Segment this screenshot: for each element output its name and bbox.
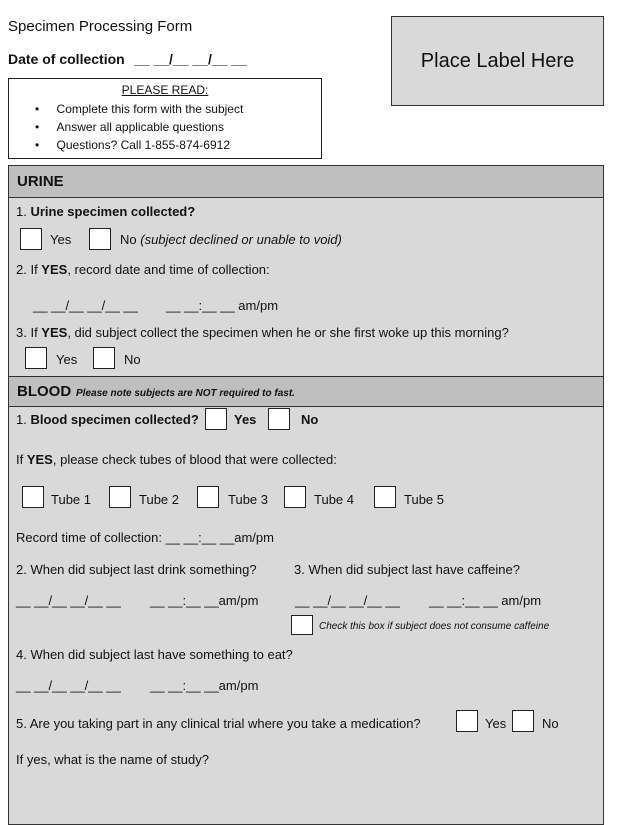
notice-heading: PLEASE READ:: [121, 83, 209, 97]
tube-3-label: Tube 3: [228, 492, 268, 507]
urine-q3-no-checkbox[interactable]: [93, 347, 115, 369]
urine-collection-time-field[interactable]: __ __:__ __ am/pm: [166, 298, 279, 313]
notice-item: Complete this form with the subject: [56, 102, 244, 116]
blood-section-header: [8, 376, 604, 407]
blood-q4: 4. When did subject last have something to eat?: [16, 647, 293, 662]
notice-box: [8, 78, 322, 159]
blood-yes-checkbox[interactable]: [205, 408, 227, 430]
urine-no-label: No (subject declined or unable to void): [120, 232, 342, 247]
date-of-collection-label: Date of collection: [8, 51, 125, 67]
blood-yes-label: Yes: [234, 412, 257, 427]
no-caffeine-note: Check this box if subject does not consume caffeine: [319, 621, 550, 632]
blood-q3: 3. When did subject last have caffeine?: [294, 562, 520, 577]
blood-q5: 5. Are you taking part in any clinical trial where you take a medication?: [16, 716, 421, 731]
notice-item: Questions? Call 1-855-874-6912: [56, 138, 230, 152]
clinical-trial-yes-checkbox[interactable]: [456, 710, 478, 732]
blood-no-checkbox[interactable]: [268, 408, 290, 430]
urine-q1: 1. Urine specimen collected?: [16, 204, 196, 219]
tube-5-checkbox[interactable]: [374, 486, 396, 508]
no-caffeine-checkbox[interactable]: [291, 615, 313, 635]
urine-q3-no-label: No: [124, 352, 141, 367]
form-title: Specimen Processing Form: [8, 18, 193, 35]
urine-q3-yes-checkbox[interactable]: [25, 347, 47, 369]
blood-fasting-note: Please note subjects are NOT required to fast.: [76, 388, 295, 399]
notice-list: • Complete this form with the subject • Answer all applicable questions • Questions? Call 1-855-874-6912: [35, 102, 244, 152]
record-time-field[interactable]: Record time of collection: __ __:__ __am/pm: [16, 530, 274, 545]
urine-yes-label: Yes: [50, 232, 72, 247]
clinical-trial-no-checkbox[interactable]: [512, 710, 534, 732]
last-meal-date-field[interactable]: __ __/__ __/__ __: [16, 678, 121, 693]
caffeine-time-field[interactable]: __ __:__ __ am/pm: [429, 593, 542, 608]
last-meal-time-field[interactable]: __ __:__ __am/pm: [150, 678, 259, 693]
urine-q3-yes-label: Yes: [56, 352, 78, 367]
urine-no-checkbox[interactable]: [89, 228, 111, 250]
tube-2-checkbox[interactable]: [109, 486, 131, 508]
blood-header-text: BLOOD: [17, 383, 72, 400]
urine-q3: 3. If YES, did subject collect the specimen when he or she first woke up this morning?: [16, 325, 509, 340]
tube-3-checkbox[interactable]: [197, 486, 219, 508]
tube-1-label: Tube 1: [51, 492, 91, 507]
urine-collection-date-field[interactable]: __ __/__ __/__ __: [33, 298, 138, 313]
blood-no-label: No: [301, 412, 319, 427]
study-name-question: If yes, what is the name of study?: [16, 752, 209, 767]
tube-5-label: Tube 5: [404, 492, 444, 507]
tube-1-checkbox[interactable]: [22, 486, 44, 508]
caffeine-date-field[interactable]: __ __/__ __/__ __: [295, 593, 400, 608]
blood-tubes-question: If YES, please check tubes of blood that were collected:: [16, 452, 337, 467]
date-of-collection-field[interactable]: __ __/__ __/__ __: [134, 51, 247, 67]
urine-header-text: URINE: [17, 173, 64, 190]
blood-q2: 2. When did subject last drink something?: [16, 562, 257, 577]
tube-4-label: Tube 4: [314, 492, 354, 507]
label-placeholder-box: Place Label Here: [391, 16, 604, 106]
blood-q1: 1. Blood specimen collected?: [16, 412, 199, 427]
urine-q2: 2. If YES, record date and time of collection:: [16, 262, 270, 277]
urine-yes-checkbox[interactable]: [20, 228, 42, 250]
tube-4-checkbox[interactable]: [284, 486, 306, 508]
tube-2-label: Tube 2: [139, 492, 179, 507]
clinical-trial-no-label: No: [542, 716, 559, 731]
notice-item: Answer all applicable questions: [56, 120, 224, 134]
last-drink-time-field[interactable]: __ __:__ __am/pm: [150, 593, 259, 608]
last-drink-date-field[interactable]: __ __/__ __/__ __: [16, 593, 121, 608]
urine-section-header: [8, 165, 604, 198]
clinical-trial-yes-label: Yes: [485, 716, 507, 731]
